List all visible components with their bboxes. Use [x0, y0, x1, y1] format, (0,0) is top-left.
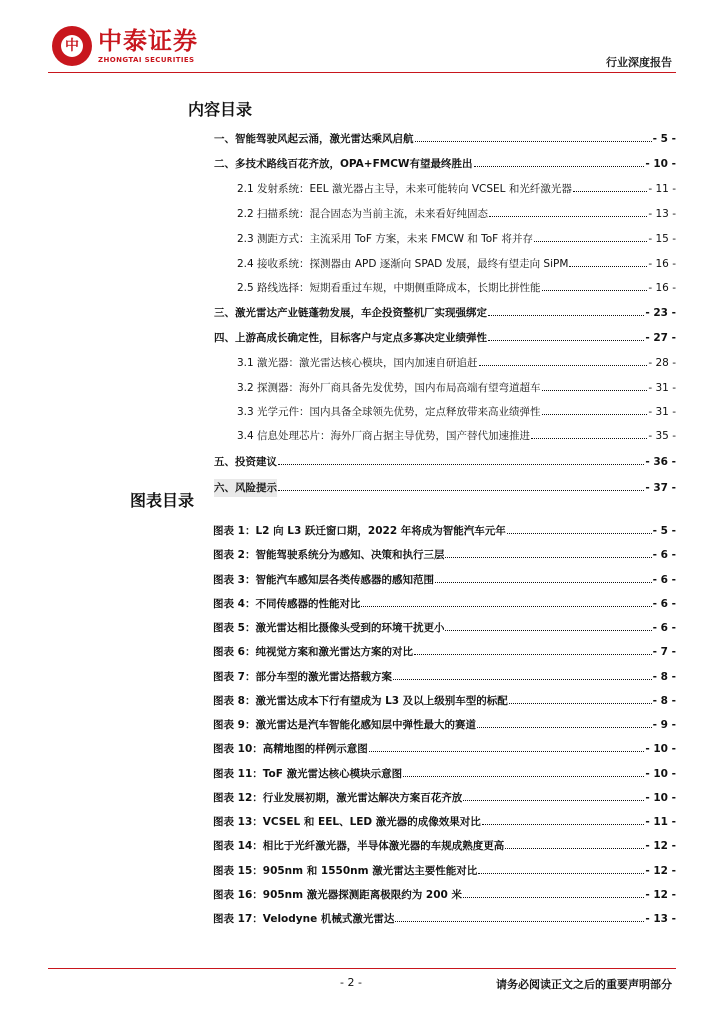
- figure-entry-text: 图表 7：部分车型的激光雷达搭载方案: [213, 671, 392, 683]
- toc-entry-page: - 31 -: [648, 406, 676, 418]
- toc-entry-page: - 5 -: [652, 133, 676, 145]
- toc-entry-text: 2.1 发射系统：EEL 激光器占主导，未来可能转向 VCSEL 和光纤激光器: [237, 183, 572, 195]
- toc-title: 内容目录: [188, 100, 253, 119]
- figure-entry-page: - 12 -: [645, 865, 676, 877]
- toc-entry-page: - 10 -: [645, 158, 676, 170]
- figure-entry[interactable]: [213, 621, 676, 635]
- figure-entry-text: 图表 3：智能汽车感知层各类传感器的感知范围: [213, 574, 434, 586]
- figure-entry-page: - 5 -: [652, 525, 676, 537]
- figure-entry-text: 图表 13：VCSEL 和 EEL、LED 激光器的成像效果对比: [213, 816, 481, 828]
- figure-entry-text: 图表 9：激光雷达是汽车智能化感知层中弹性最大的赛道: [213, 719, 476, 731]
- figure-entry-text: 图表 11：ToF 激光雷达核心模块示意图: [213, 768, 403, 780]
- toc-entry-text: 六、风险提示: [214, 479, 277, 497]
- toc-entry-page: - 16 -: [648, 258, 676, 270]
- toc-entry[interactable]: [214, 157, 676, 171]
- toc-entry[interactable]: [214, 331, 676, 345]
- figure-entry-page: - 11 -: [645, 816, 676, 828]
- toc-entry-text: 四、上游高成长确定性，目标客户与定点多寡决定业绩弹性: [214, 332, 487, 344]
- figure-entry-text: 图表 16：905nm 激光器探测距离极限约为 200 米: [213, 889, 462, 901]
- figure-entry-text: 图表 4：不同传感器的性能对比: [213, 598, 361, 610]
- toc-entry[interactable]: [237, 405, 676, 419]
- figure-entry-page: - 12 -: [645, 889, 676, 901]
- figure-entry-text: 图表 12：行业发展初期，激光雷达解决方案百花齐放: [213, 792, 463, 804]
- figure-entry-page: - 13 -: [645, 913, 676, 925]
- figure-entry[interactable]: [213, 718, 676, 732]
- toc-entry-text: 2.5 路线选择：短期看重过车规，中期侧重降成本，长期比拼性能: [237, 282, 541, 294]
- figure-entry-text: 图表 2：智能驾驶系统分为感知、决策和执行三层: [213, 549, 445, 561]
- figure-entry-text: 图表 15：905nm 和 1550nm 激光雷达主要性能对比: [213, 865, 478, 877]
- figure-entry[interactable]: [213, 791, 676, 805]
- toc-entry-page: - 36 -: [645, 456, 676, 468]
- toc-entry[interactable]: [214, 132, 676, 146]
- toc-entry[interactable]: [237, 281, 676, 295]
- toc-entry[interactable]: [237, 207, 676, 221]
- company-logo: [52, 26, 198, 66]
- figure-entry[interactable]: [213, 742, 676, 756]
- toc-entry-text: 2.3 测距方式：主流采用 ToF 方案，未来 FMCW 和 ToF 将并存: [237, 233, 534, 245]
- figure-entry[interactable]: [213, 597, 676, 611]
- figure-entry-page: - 6 -: [652, 598, 676, 610]
- figure-entry-page: - 10 -: [645, 768, 676, 780]
- report-type-label: 行业深度报告: [606, 56, 672, 69]
- figure-entry-page: - 9 -: [652, 719, 676, 731]
- toc-entry-text: 3.1 激光器：激光雷达核心模块，国内加速自研追赶: [237, 357, 478, 369]
- toc-entry-page: - 16 -: [648, 282, 676, 294]
- figure-entry-text: 图表 5：激光雷达相比摄像头受到的环境干扰更小: [213, 622, 445, 634]
- header-divider: [48, 72, 676, 73]
- figure-entry-page: - 12 -: [645, 840, 676, 852]
- figure-entry-page: - 10 -: [645, 792, 676, 804]
- figure-entry[interactable]: [213, 670, 676, 684]
- figure-entry[interactable]: [213, 548, 676, 562]
- figure-entry-page: - 7 -: [652, 646, 676, 658]
- figure-entry-text: 图表 10：高精地图的样例示意图: [213, 743, 368, 755]
- figure-entry[interactable]: [213, 767, 676, 781]
- toc-entry-page: - 23 -: [645, 307, 676, 319]
- toc-entry-page: - 13 -: [648, 208, 676, 220]
- toc-entry-text: 3.4 信息处理芯片：海外厂商占据主导优势，国产替代加速推进: [237, 430, 531, 442]
- toc-entry-text: 二、多技术路线百花齐放，OPA+FMCW有望最终胜出: [214, 158, 473, 170]
- figure-entry[interactable]: [213, 524, 676, 538]
- toc-entry-page: - 11 -: [648, 183, 676, 195]
- toc-entry[interactable]: [237, 381, 676, 395]
- logo-chinese-name: 中泰证券: [98, 27, 198, 55]
- toc-entry-text: 2.2 扫描系统：混合固态为当前主流，未来看好纯固态: [237, 208, 489, 220]
- figure-entry[interactable]: [213, 864, 676, 878]
- figure-entry[interactable]: [213, 645, 676, 659]
- toc-entry[interactable]: [237, 429, 676, 443]
- toc-entry-page: - 28 -: [648, 357, 676, 369]
- toc-entry-text: 3.3 光学元件：国内具备全球领先优势，定点释放带来高业绩弹性: [237, 406, 541, 418]
- toc-entry-page: - 15 -: [648, 233, 676, 245]
- figure-entry-page: - 8 -: [652, 695, 676, 707]
- toc-entry-text: 3.2 探测器：海外厂商具备先发优势，国内布局高端有望弯道超车: [237, 382, 541, 394]
- figure-entry[interactable]: [213, 573, 676, 587]
- toc-entry[interactable]: [237, 182, 676, 196]
- figure-entry[interactable]: [213, 839, 676, 853]
- toc-entry-text: 一、智能驾驶风起云涌，激光雷达乘风启航: [214, 133, 414, 145]
- figure-entry-page: - 6 -: [652, 549, 676, 561]
- figures-title: 图表目录: [130, 491, 195, 510]
- toc-entry[interactable]: [237, 356, 676, 370]
- toc-entry[interactable]: [237, 232, 676, 246]
- figure-entry-page: - 6 -: [652, 574, 676, 586]
- toc-entry-text: 五、投资建议: [214, 456, 277, 468]
- toc-entry-page: - 37 -: [645, 482, 676, 494]
- figure-entry-text: 图表 1：L2 向 L3 跃迁窗口期，2022 年将成为智能汽车元年: [213, 525, 506, 537]
- footer-disclaimer: 请务必阅读正文之后的重要声明部分: [496, 978, 672, 991]
- figure-entry[interactable]: [213, 815, 676, 829]
- figure-entry-page: - 6 -: [652, 622, 676, 634]
- toc-entry[interactable]: [237, 257, 676, 271]
- figure-entry[interactable]: [213, 912, 676, 926]
- figure-entry-page: - 10 -: [645, 743, 676, 755]
- figure-entry-text: 图表 14：相比于光纤激光器，半导体激光器的车规成熟度更高: [213, 840, 505, 852]
- figure-entry-text: 图表 6：纯视觉方案和激光雷达方案的对比: [213, 646, 413, 658]
- toc-entry-page: - 31 -: [648, 382, 676, 394]
- figure-entry-text: 图表 17：Velodyne 机械式激光雷达: [213, 913, 395, 925]
- toc-entry[interactable]: [214, 306, 676, 320]
- logo-english-name: ZHONGTAI SECURITIES: [98, 56, 195, 64]
- page-number: - 2 -: [340, 976, 362, 989]
- logo-emblem-icon: 中: [52, 26, 92, 66]
- toc-entry-text: 三、激光雷达产业链蓬勃发展，车企投资整机厂实现强绑定: [214, 307, 487, 319]
- toc-entry[interactable]: [214, 455, 676, 469]
- figure-entry-text: 图表 8：激光雷达成本下行有望成为 L3 及以上级别车型的标配: [213, 695, 508, 707]
- toc-entry-text: 2.4 接收系统：探测器由 APD 逐渐向 SPAD 发展，最终有望走向 SiPM: [237, 258, 569, 270]
- figure-entry[interactable]: [213, 888, 676, 902]
- toc-entry[interactable]: [214, 479, 676, 497]
- figure-entry[interactable]: [213, 694, 676, 708]
- toc-entry-page: - 35 -: [648, 430, 676, 442]
- footer-divider: [48, 968, 676, 969]
- figure-entry-page: - 8 -: [652, 671, 676, 683]
- toc-entry-page: - 27 -: [645, 332, 676, 344]
